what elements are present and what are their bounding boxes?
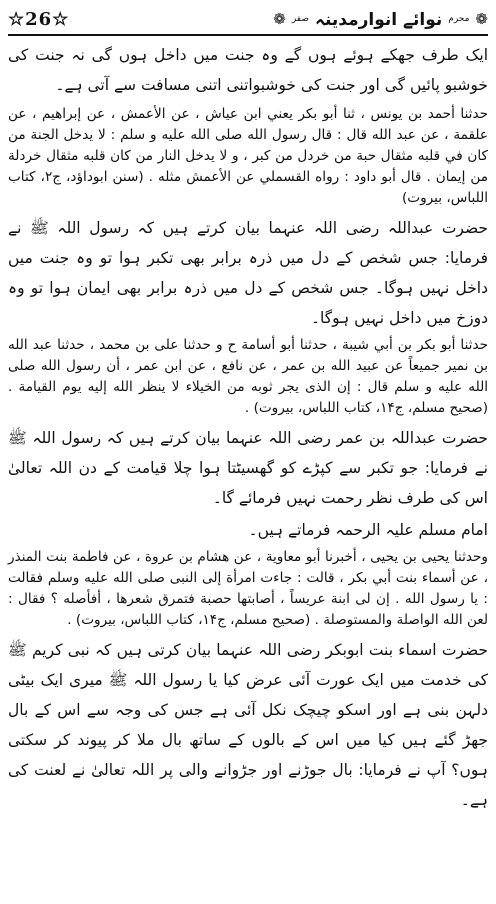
header-small-left: صفر <box>291 14 309 24</box>
arabic-hadith: حدثنا أبو بكر بن أبي شيبة ، حدثنا أبو أسامة ح و حدثنا على بن محمد ، حدثنا عبد الله بن نمير جميعاً عن عبيد الله بن عمر ، عن نافع ، عن ابن عمر ، أن رسول الله صلى الله عليه و سلم قال : إن الذى يجر ثوبه من الخيلاء لا ينظر الله إليه يوم القيامة . (صحيح مسلم، ج۱۴، كتاب اللباس، بيروت) . <box>8 337 488 416</box>
page-body <box>8 40 488 815</box>
flower-ornament-icon: ❁ <box>273 9 286 28</box>
urdu-paragraph: امام مسلم علیہ الرحمہ فرماتے ہیں۔ <box>248 521 488 539</box>
page-header <box>8 4 488 36</box>
header-small-right: محرم <box>448 14 470 24</box>
page-number: ☆26☆ <box>8 8 70 30</box>
urdu-paragraph: حضرت اسماء بنت ابوبکر رضی اللہ عنہما بیان کرتی ہیں کہ نبی کریم ﷺ کی خدمت میں ایک عورت آئی عرض کیا یا رسول اللہ ﷺ میری ایک بیٹی دلہن بنی ہے اور اسکو چیچک نکل آئی ہے جس کی وجہ سے اس کے بال جھڑ گئے ہیں کیا میں اس کے بالوں کے ساتھ بال ملا کر پیوند کر سکتی ہوں؟ آپ نے فرمایا: بال جوڑنے اور جڑوانے والی پر اللہ تعالیٰ نے لعنت کی ہے۔ <box>8 641 488 809</box>
arabic-hadith: حدثنا أحمد بن يونس ، ثنا أبو بكر يعني ابن عياش ، عن الأعمش ، عن إبراهيم ، عن علقمة ، عن عبد الله قال : قال رسول الله صلى الله عليه و سلم : لا يدخل الجنة من كان في قلبه مثقال حبة من خردل من كبر ، و لا يدخل النار من كان قلبه مثقال خردلة من إيمان . قال أبو داود : رواه القسملي عن الأعمش مثله . (سنن ابوداؤد، ج۲، کتاب اللباس، بیروت) <box>8 106 488 206</box>
flower-ornament-icon: ❁ <box>475 9 488 28</box>
urdu-paragraph: ایک طرف جھکے ہوئے ہوں گے وہ جنت میں داخل ہوں گی نہ جنت کی خوشبو پائیں گی اور جنت کی خوشبواتنی اتنی مسافت سے آتی ہے۔ <box>8 46 488 94</box>
journal-title: نوائے انوارمدینہ <box>315 9 443 30</box>
urdu-paragraph: حضرت عبداللہ بن عمر رضی اللہ عنہما بیان کرتے ہیں کہ رسول اللہ ﷺ نے فرمایا: جو تکبر سے کپڑے کو گھسیٹتا ہوا چلا قیامت کے دن اللہ تعالیٰ اس کی طرف نظر رحمت نہیں فرمائے گا۔ <box>8 429 488 507</box>
urdu-paragraph: حضرت عبداللہ رضی اللہ عنہما بیان کرتے ہیں کہ رسول اللہ ﷺ نے فرمایا: جس شخص کے دل میں ذرہ برابر بھی تکبر ہوا تو وہ جنت میں داخل نہیں ہوگا۔ جس شخص کے دل میں ذرہ برابر بھی ایمان ہوا تو وہ دوزخ میں داخل نہیں ہوگا۔ <box>8 219 488 327</box>
running-title <box>273 9 488 30</box>
arabic-hadith: وحدثنا يحيى بن يحيى ، أخبرنا أبو معاوية ، عن هشام بن عروة ، عن فاطمة بنت المنذر ، عن أسماء بنت أبي بكر ، قالت : جاءت امرأة إلى النبى صلى الله عليه وسلم فقالت : يا رسول الله . إن لى ابنة عريساً ، أصابتها حصبة فتمرق شعرها ، أفأصله ؟ فقال : لعن الله الواصلة والمستوصلة . (صحيح مسلم، ج۱۴، كتاب اللباس، بيروت) . <box>8 549 488 628</box>
